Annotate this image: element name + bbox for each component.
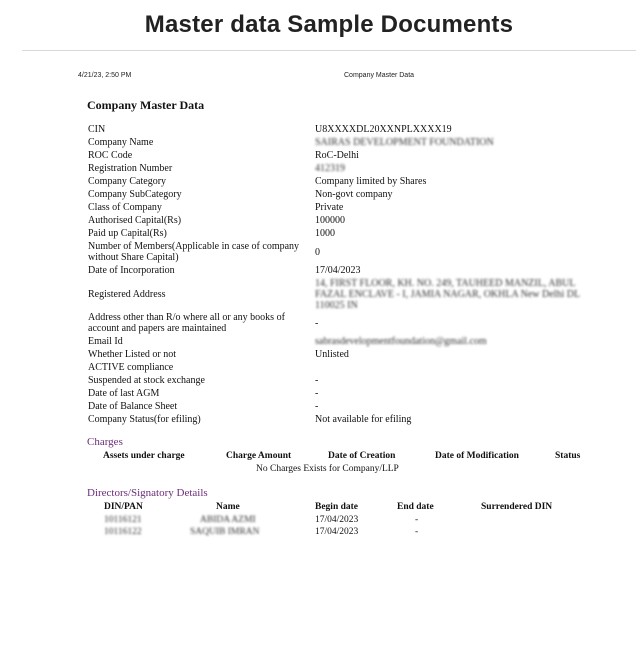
field-value: sabrasdevelopmentfoundation@gmail.com — [315, 336, 487, 347]
field-value: - — [315, 388, 319, 399]
document-heading: Company Master Data — [87, 98, 205, 112]
name-cell: ABIDA AZMI — [200, 515, 256, 525]
field-label: Date of last AGM — [88, 388, 160, 399]
field-row — [88, 400, 608, 413]
page-title: Master data Sample Documents — [144, 11, 514, 38]
field-value: - — [315, 401, 319, 412]
field-row — [88, 387, 608, 400]
print-timestamp: 4/21/23, 2:50 PM — [78, 72, 132, 79]
field-row — [88, 277, 608, 311]
field-value: Private — [315, 202, 344, 213]
field-row — [88, 413, 608, 426]
field-label: Suspended at stock exchange — [88, 375, 205, 386]
field-label: Authorised Capital(Rs) — [88, 215, 182, 226]
field-label: Number of Members(Applicable in case of company without Share Capital) — [88, 241, 300, 263]
field-value: 0 — [315, 246, 320, 258]
field-label: ROC Code — [88, 150, 133, 161]
field-label: Registered Address — [88, 288, 166, 300]
column-header: Date of Modification — [435, 451, 519, 461]
field-row — [88, 335, 608, 348]
begin-date-cell: 17/04/2023 — [315, 515, 359, 525]
field-value: 412319 — [315, 163, 345, 174]
no-charges-message: No Charges Exists for Company/LLP — [256, 464, 399, 474]
field-label: Class of Company — [88, 202, 162, 213]
column-header: Charge Amount — [226, 451, 292, 461]
field-label: CIN — [88, 124, 106, 135]
field-value: - — [315, 317, 319, 329]
field-label: Company Category — [88, 176, 167, 187]
field-value: SAIRAS DEVELOPMENT FOUNDATION — [315, 137, 494, 148]
field-row — [88, 162, 608, 175]
column-header: Date of Creation — [328, 451, 396, 461]
column-header: Surrendered DIN — [481, 502, 553, 512]
column-header: End date — [397, 502, 434, 512]
directors-section-title: Directors/Signatory Details — [87, 487, 208, 499]
field-row — [88, 175, 608, 188]
field-value: Non-govt company — [315, 189, 393, 200]
field-value: 14, FIRST FLOOR, KH. NO. 249, TAUHEED MANZIL, ABUL FAZAL ENCLAVE - I, JAMIA NAGAR, OKHLA New Delhi DL 110025 IN — [315, 277, 580, 311]
end-date-cell: - — [415, 515, 419, 525]
field-row — [88, 214, 608, 227]
field-label: Company Status(for efiling) — [88, 414, 201, 425]
charges-section-title: Charges — [87, 436, 123, 448]
field-row — [88, 136, 608, 149]
name-cell: SAQUIB IMRAN — [190, 527, 260, 537]
field-row — [88, 374, 608, 387]
field-label: ACTIVE compliance — [88, 362, 174, 373]
field-row — [88, 348, 608, 361]
field-row — [88, 123, 608, 136]
field-value: 1000 — [315, 228, 335, 239]
field-label: Date of Incorporation — [88, 265, 175, 276]
field-value: U8XXXXDL20XXNPLXXXX19 — [315, 124, 452, 135]
din-cell: 10116122 — [104, 527, 142, 537]
field-label: Whether Listed or not — [88, 349, 177, 360]
column-header: DIN/PAN — [104, 502, 143, 512]
field-label: Company SubCategory — [88, 189, 182, 200]
field-value: 100000 — [315, 215, 345, 226]
company-details-table — [88, 123, 608, 426]
column-header: Status — [555, 451, 581, 461]
field-row — [88, 264, 608, 277]
column-header: Name — [216, 502, 240, 512]
field-label: Email Id — [88, 336, 123, 347]
field-value: RoC-Delhi — [315, 150, 359, 161]
field-row — [88, 201, 608, 214]
begin-date-cell: 17/04/2023 — [315, 527, 359, 537]
field-value: Unlisted — [315, 349, 349, 360]
field-value: - — [315, 375, 319, 386]
field-label: Date of Balance Sheet — [88, 401, 178, 412]
din-cell: 10116121 — [104, 515, 142, 525]
column-header: Begin date — [315, 502, 359, 512]
field-row — [88, 240, 608, 264]
field-row — [88, 227, 608, 240]
field-label: Address other than R/o where all or any books of account and papers are maintained — [88, 312, 285, 334]
print-title: Company Master Data — [344, 72, 415, 79]
end-date-cell: - — [415, 527, 419, 537]
field-row — [88, 361, 608, 374]
page-header — [22, 0, 636, 51]
field-row — [88, 149, 608, 162]
field-label: Paid up Capital(Rs) — [88, 228, 167, 239]
field-value: 17/04/2023 — [315, 265, 361, 276]
column-header: Assets under charge — [103, 451, 185, 461]
field-row — [88, 188, 608, 201]
field-row — [88, 311, 608, 335]
field-label: Company Name — [88, 137, 154, 148]
field-value: Company limited by Shares — [315, 176, 427, 187]
field-value — [315, 361, 608, 374]
field-label: Registration Number — [88, 163, 173, 174]
field-value: Not available for efiling — [315, 414, 412, 425]
